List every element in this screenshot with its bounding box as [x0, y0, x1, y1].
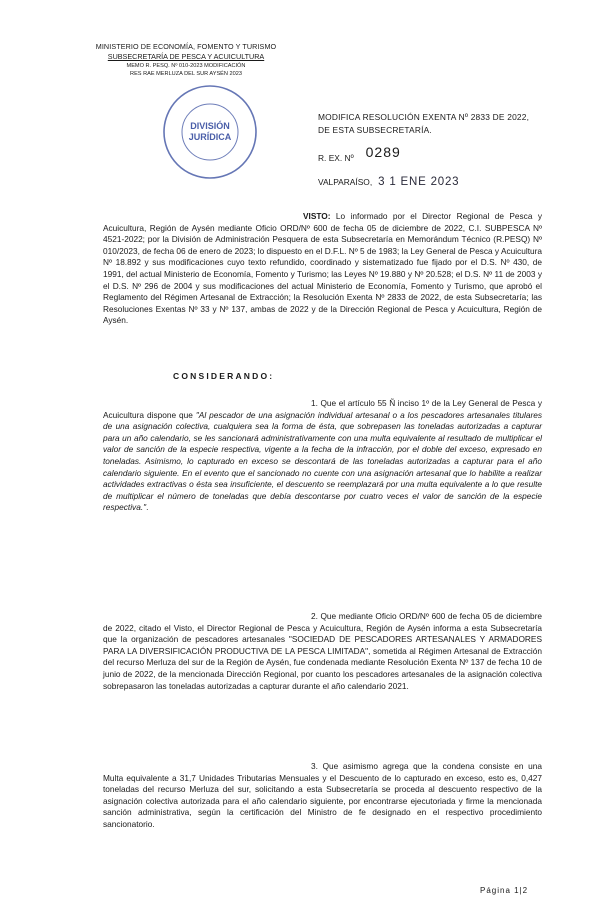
juridica-stamp — [160, 82, 260, 182]
p1-quote: "Al pescador de una asignación individual artesanal o a los pescadores artesanales titulares de una asignación colectiva, cualquiera sea la forma de ésta, que sobrepasen las toneladas autorizadas a capturar para un año calendario, se les sancionará administrativamente con una multa equivalente al resultado de multiplicar el valor de sanción de la especie respectiva, vigente a la fecha de la infracción, por el doble del exceso, expresado en toneladas. Asimismo, lo capturado en exceso se descontará de las toneladas autorizadas a capturar para el año calendario siguiente. En el evento que el sancionado no cuente con una asignación artesanal que lo habilite a realizar actividades extractivas o ésta sea insuficiente, el descuento se reemplazará por una multa equivalente a lo que resulte de multiplicar el número de toneladas que debía descontarse por cuatro veces el valor de sanción de la especie respectiva." — [103, 409, 542, 513]
resolution-number — [318, 144, 401, 164]
subject-line-2: DE ESTA SUBSECRETARÍA. — [318, 125, 432, 135]
page-number: Página 1|2 — [480, 886, 529, 895]
ministry-name: MINISTERIO DE ECONOMÍA, FOMENTO Y TURISMO — [95, 42, 277, 51]
place-label: VALPARAÍSO, — [318, 177, 373, 187]
considerando-paragraph-3: 3. Que asimismo agrega que la condena consiste en una Multa equivalente a 31,7 Unidades Tributarias Mensuales y el Descuento de lo capturado en exceso, esto es, 0,427 toneladas del recurso Merluza del sur, solicitando a esta Subsecretaría se proceda al descuento respectivo de la asignación colectiva autorizada para el año calendario siguiente, por encontrarse ejecutoriada y firme la mencionada sanción administrativa, según la certificación del Ministro de fe designado en el respectivo procedimiento sancionatorio. — [103, 761, 542, 829]
rex-label: R. EX. Nº — [318, 153, 354, 163]
res-reference: RES RAE MERLUZA DEL SUR AYSÉN 2023 — [130, 71, 242, 77]
letterhead — [86, 42, 286, 78]
place-date — [318, 176, 459, 188]
subsecretary-name: SUBSECRETARÍA DE PESCA Y ACUICULTURA — [107, 52, 265, 61]
stamp-text-juridica: JURÍDICA — [188, 132, 232, 142]
document-subject — [318, 111, 529, 137]
considerando-paragraph-2: 2. Que mediante Oficio ORD/Nº 600 de fecha 05 de diciembre de 2022, citado el Visto, el Director Regional de Pesca y Acuicultura, Región de Aysén informa a esta Subsecretaría que la organización de pescadores artesanales "SOCIEDAD DE PESCADORES ARTESANALES Y ARMADORES PARA LA DIVERSIFICACIÓN PRODUCTIVA DE LA PESCA LIMITADA", sometida al Régimen Artesanal de Extracción del recurso Merluza del sur de la Región de Aysén, fue condenada mediante Resolución Exenta Nº 137 de fecha 10 de junio de 2022, de la mencionada Dirección Regional, por cuanto los pescadores artesanales de la asignación colectiva sobrepasaron las toneladas autorizadas a capturar durante el año calendario 2021. — [103, 611, 542, 691]
visto-lead: VISTO: — [303, 211, 331, 221]
stamp-text-division: DIVISIÓN — [190, 121, 230, 131]
memo-reference: MEMO R. PESQ. Nº 010-2023 MODIFICACIÓN — [126, 63, 246, 69]
visto-paragraph — [103, 211, 542, 327]
visto-text: Lo informado por el Director Regional de Pesca y Acuicultura, Región de Aysén mediante Oficio ORD/Nº 600 de fecha 05 de diciembre de 2022, C.I. SUBPESCA Nº 4521-2022; por la División de Administración Pesquera de esta Subsecretaría en Memorándum Técnico (R.PESQ) Nº 010/2023, de fecha 06 de enero de 2023; lo dispuesto en el D.F.L. Nº 5 de 1983; la Ley General de Pesca y Acuicultura Nº 18.892 y sus modificaciones cuyo texto refundido, coordinado y sistematizado fue fijado por el D.S. Nº 430, de 1991, del actual Ministerio de Economía, Fomento y Turismo; las Leyes Nº 19.880 y Nº 20.528; el D.S. Nº 11 de 2003 y el D.S. Nº 296 de 2004 y sus modificaciones del actual Ministerio de Economía, Fomento y Turismo, que aprobó el Reglamento del Régimen Artesanal de Extracción; la Resolución Exenta Nº 2833 de 2022, de esta Subsecretaría; las Resoluciones Exentas Nº 33 y Nº 137, ambas de 2022 y de la Dirección Regional de Pesca y Acuicultura, Región de Aysén. — [103, 211, 542, 326]
considerando-paragraph-1 — [103, 398, 542, 514]
p1-intro: 1. Que el artículo 55 Ñ inciso 1º de la Ley General de Pesca y Acuicultura dispone que — [103, 398, 542, 420]
rex-number: 0289 — [365, 144, 401, 160]
subject-line-1: MODIFICA RESOLUCIÓN EXENTA Nº 2833 DE 2022, — [318, 112, 530, 122]
considerando-heading: CONSIDERANDO: — [173, 371, 275, 381]
date-stamp: 3 1 ENE 2023 — [378, 176, 460, 188]
p1-end: . — [146, 502, 149, 513]
